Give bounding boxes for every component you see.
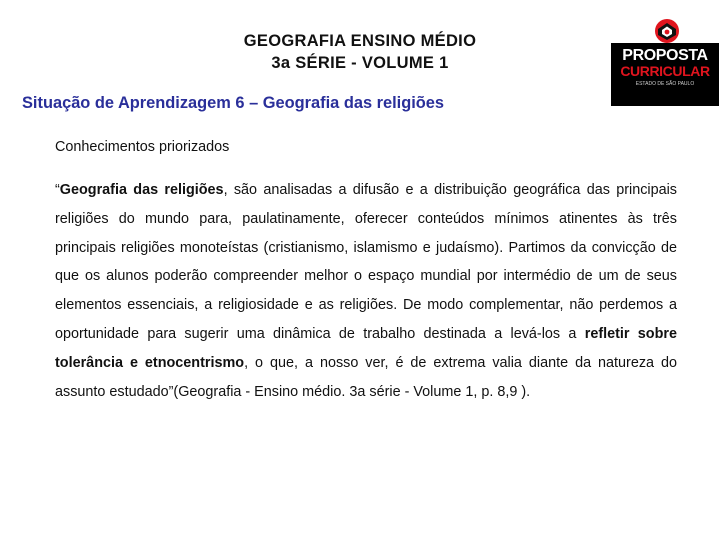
logo-line-3: ESTADO DE SÃO PAULO	[635, 81, 695, 87]
open-quote: “	[55, 182, 60, 198]
document-header	[160, 30, 560, 74]
quote-text-1: , são analisadas a difusão e a distribuição geográfica das principais religiões do mundo para, paulatinamente, oferecer conteúdos mínimos atinentes às três principais religiões monoteístas (cristianismo, islamismo e judaísmo). Partimos da convicção de que os alunos poderão compreender melhor o espaço mundial por intermédio de um de seus elementos essenciais, a religiosidade e as religiões. De modo complementar, não perdemos a oportunidade para sugerir uma dinâmica de trabalho destinada a levá-los a	[55, 182, 677, 342]
quote-text-2: , o que, a nosso ver, é de extrema valia diante da natureza do assunto estudado”(Geografia - Ensino médio. 3a série - Volume 1, p. 8,9 ).	[55, 354, 678, 400]
bold-term-2: refletir sobre tolerância e etnocentrismo	[55, 325, 677, 371]
header-line-1: GEOGRAFIA ENSINO MÉDIO	[243, 32, 477, 50]
subheading: Conhecimentos priorizados	[55, 139, 230, 155]
emblem-icon	[653, 17, 681, 45]
logo-line-2: CURRICULAR	[620, 63, 710, 79]
proposta-curricular-logo	[611, 17, 719, 106]
quote-paragraph	[55, 176, 677, 406]
bold-term-1: Geografia das religiões	[59, 182, 224, 198]
logo-line-1: PROPOSTA	[622, 47, 708, 64]
header-line-2: 3a SÉRIE - VOLUME 1	[271, 54, 449, 72]
section-title: Situação de Aprendizagem 6 – Geografia das religiões	[22, 94, 445, 112]
